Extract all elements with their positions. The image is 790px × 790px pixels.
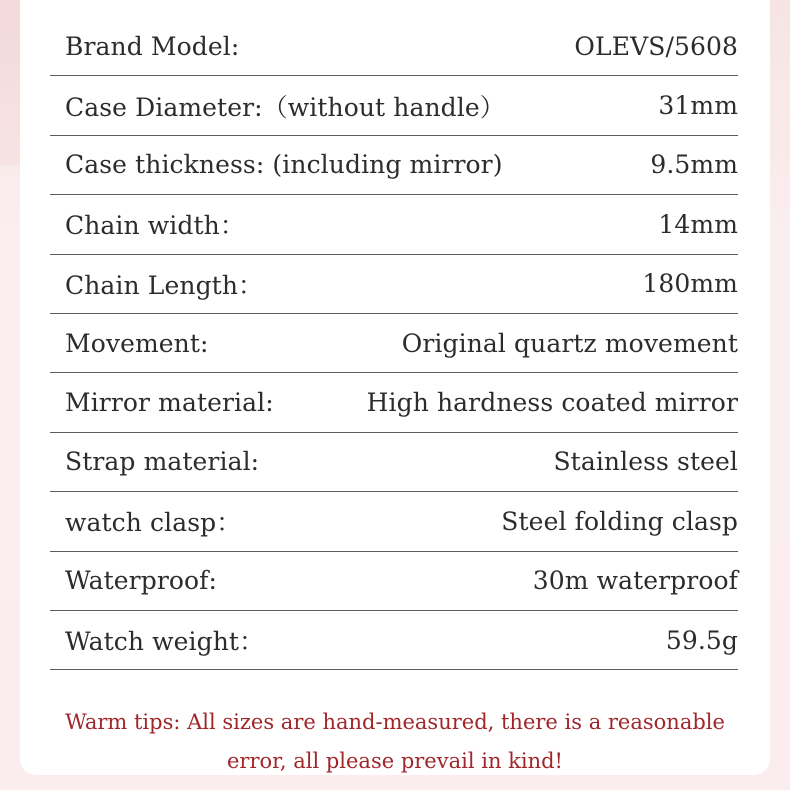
spec-table [50,17,738,670]
spec-row-strap-material [50,433,738,492]
spec-row-case-thickness [50,136,738,195]
spec-label: Mirror material: [65,388,274,418]
spec-value: Steel folding clasp [501,506,738,536]
spec-label: Case thickness: (including mirror) [65,150,503,180]
spec-row-movement [50,314,738,373]
spec-label: Chain Length： [65,270,264,300]
spec-value: 59.5g [665,625,738,655]
spec-value: Original quartz movement [401,328,738,358]
warm-tips-line-2: error, all please prevail in kind! [226,749,563,773]
spec-row-watch-clasp [50,492,738,551]
spec-label: Waterproof: [65,566,218,596]
page-background-edge [0,0,22,165]
spec-label: Case Diameter:（without handle） [65,92,505,122]
spec-row-case-diameter [50,76,738,135]
spec-value: 180mm [642,269,738,299]
spec-row-waterproof [50,552,738,611]
spec-label: Strap material: [65,447,260,477]
spec-label: Watch weight： [65,627,265,657]
spec-value: Stainless steel [553,447,738,477]
spec-label: Chain width： [65,211,245,241]
warm-tips-line-1: Warm tips: All sizes are hand-measured, there is a reasonable [65,710,725,734]
spec-label: Brand Model: [65,31,240,61]
spec-value: OLEVS/5608 [574,31,738,61]
spec-label: watch clasp： [65,508,242,538]
spec-value: 14mm [658,209,738,239]
spec-card [20,0,770,775]
warm-tips-note [20,703,770,781]
spec-row-brand-model [50,17,738,76]
spec-label: Movement: [65,328,209,358]
spec-value: 9.5mm [650,150,738,180]
spec-value: 30m waterproof [532,566,738,596]
spec-row-mirror-material [50,373,738,432]
spec-value: 31mm [658,91,738,121]
spec-row-chain-width [50,195,738,254]
spec-row-watch-weight [50,611,738,670]
spec-value: High hardness coated mirror [366,388,738,418]
spec-row-chain-length [50,255,738,314]
